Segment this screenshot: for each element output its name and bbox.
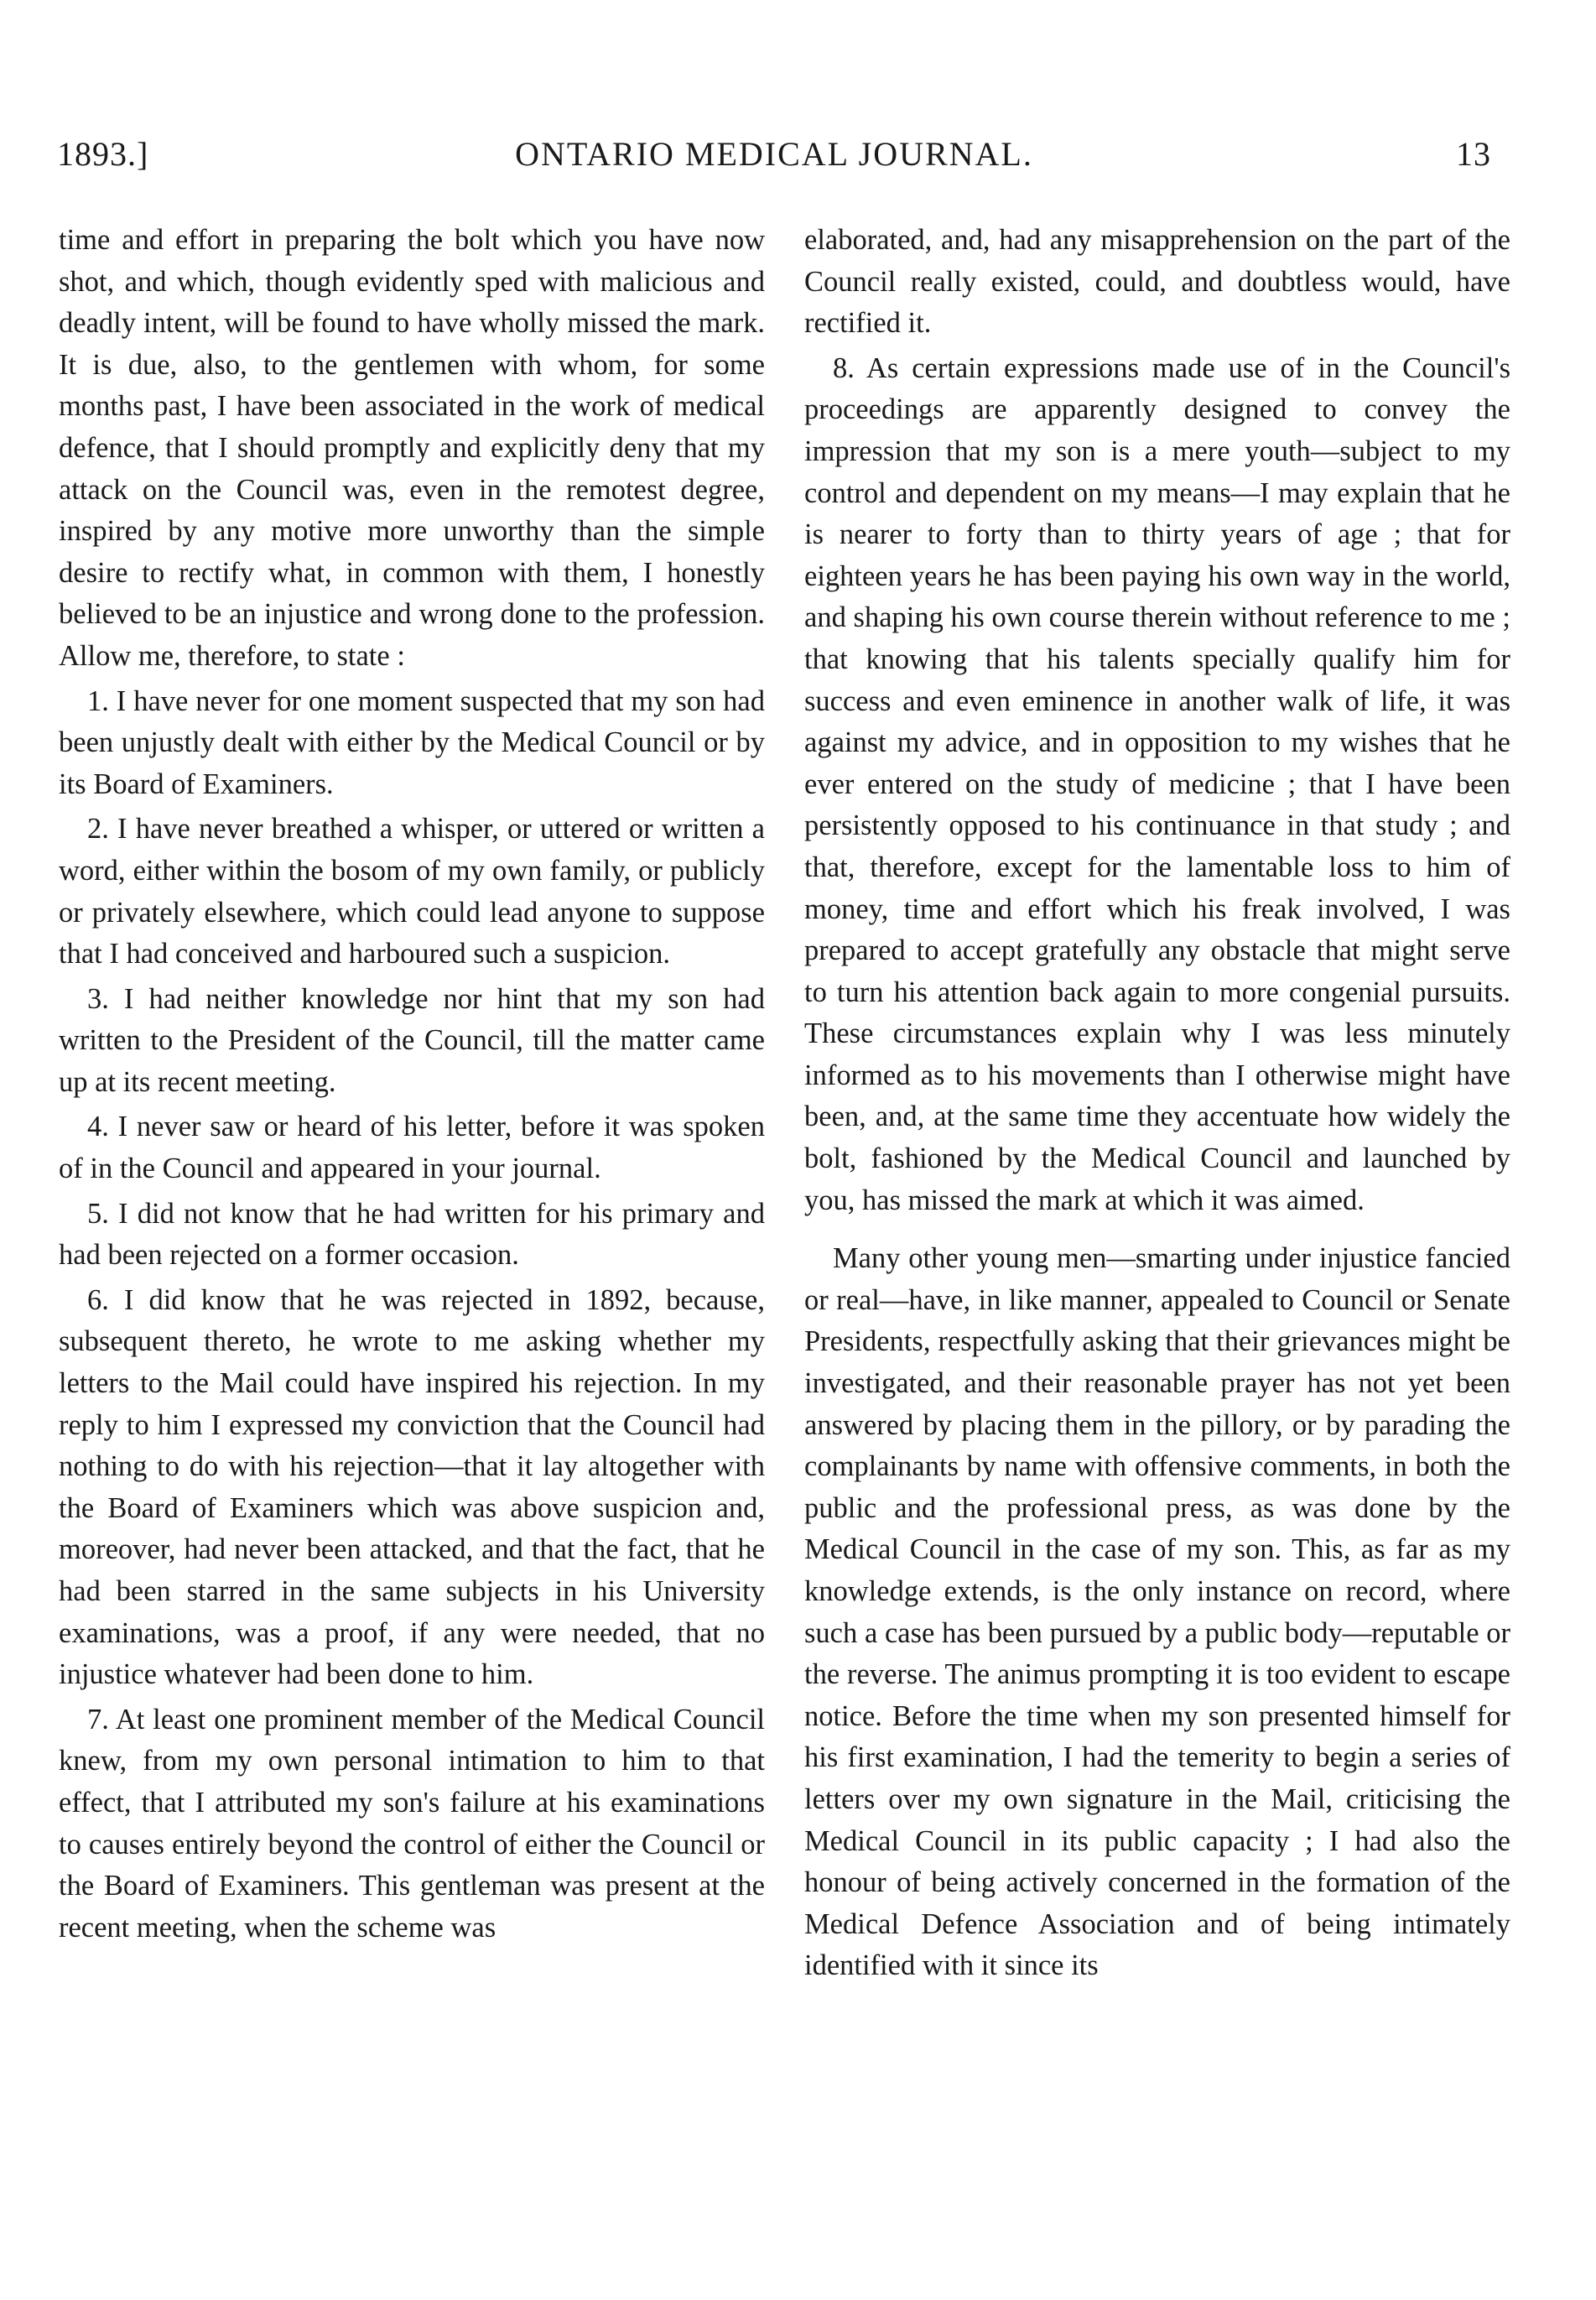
header-year: 1893.] [57,135,149,173]
numbered-statement-1: 1. I have never for one moment suspected that my son had been unjustly dealt with either by the Medical Council or by its Board of Examiners. [59,684,765,800]
left-column [59,220,765,1949]
right-column [804,220,1510,1987]
running-head [57,134,1491,185]
numbered-statement-7: 7. At least one prominent member of the Medical Council knew, from my own personal intimation to him to that effect, that I attributed my son's failure at his examinations to causes entirely beyond the control of either the Council or the Board of Examiners. This gentleman was present at the recent meeting, when the scheme was [59,1703,765,1944]
continued-paragraph: elaborated, and, had any misapprehension on the part of the Council really existed, could, and doubtless would, have rectified it. [804,224,1510,340]
numbered-statement-4: 4. I never saw or heard of his letter, before it was spoken of in the Council and appeared in your journal. [59,1111,765,1185]
numbered-statement-5: 5. I did not know that he had written for his primary and had been rejected on a former occasion. [59,1197,765,1272]
journal-title: ONTARIO MEDICAL JOURNAL. [515,135,1033,173]
numbered-statement-3: 3. I had neither knowledge nor hint that my son had written to the President of the Council, till the matter came up at its recent meeting. [59,982,765,1098]
numbered-statement-2: 2. I have never breathed a whisper, or uttered or written a word, either within the bosom of my own family, or publicly or privately elsewhere, which could lead anyone to suppose that I had conceived and harboured such a suspicion. [59,813,765,970]
numbered-statement-8: 8. As certain expressions made use of in the Council's proceedings are apparently designed to convey the impression that my son is a mere youth—subject to my control and dependent on my means—I may explain that he is nearer to forty than to thirty years of age ; that for eighteen years he has been paying his own way in the world, and shaping his own course therein without reference to me ; that knowing that his talents specially qualify him for success and even eminence in another walk of life, it was against my advice, and in opposition to my wishes that he ever entered on the study of medicine ; that I have been persistently opposed to his continuance in that study ; and that, therefore, except for the lamentable loss to him of money, time and effort which his freak involved, I was prepared to accept gratefully any obstacle that might serve to turn his attention back again to more congenial pursuits. These circumstances explain why I was less minutely informed as to his movements than I otherwise might have been, and, at the same time they accentuate how widely the bolt, fashioned by the Medical Council and launched by you, has missed the mark at which it was aimed. [804,351,1510,1216]
opening-paragraph: time and effort in preparing the bolt which you have now shot, and which, though evidently sped with malicious and deadly intent, will be found to have wholly missed the mark. It is due, also, to the gentlemen with whom, for some months past, I have been associated in the work of medical defence, that I should promptly and explicitly deny that my attack on the Council was, even in the remotest degree, inspired by any motive more unworthy than the simple desire to rectify what, in common with them, I honestly believed to be an injustice and wrong done to the profession. Allow me, therefore, to state : [59,224,765,672]
page-number: 13 [1456,135,1491,173]
numbered-statement-6: 6. I did know that he was rejected in 1892, because, subsequent thereto, he wrote to me asking whether my letters to the Mail could have inspired his rejection. In my reply to him I expressed my conviction that the Council had nothing to do with his rejection—that it lay altogether with the Board of Examiners which was above suspicion and, moreover, had never been attacked, and that the fact, that he had been starred in the same subjects in his University examinations, was a proof, if any were needed, that no injustice whatever had been done to him. [59,1283,765,1691]
closing-paragraph: Many other young men—smarting under injustice fancied or real—have, in like manner, appealed to Council or Senate Presidents, respectfully asking that their grievances might be investigated, and their reasonable prayer has not yet been answered by placing them in the pillory, or by parading the complainants by name with offensive comments, in both the public and the professional press, as was done by the Medical Council in the case of my son. This, as far as my knowledge extends, is the only instance on record, where such a case has been pursued by a public body—reputable or the reverse. The animus prompting it is too evident to escape notice. Before the time when my son presented himself for his first examination, I had the temerity to begin a series of letters over my own signature in the Mail, criticising the Medical Council in its public capacity ; I had also the honour of being actively concerned in the formation of the Medical Defence Association and of being intimately identified with it since its [804,1242,1510,1982]
